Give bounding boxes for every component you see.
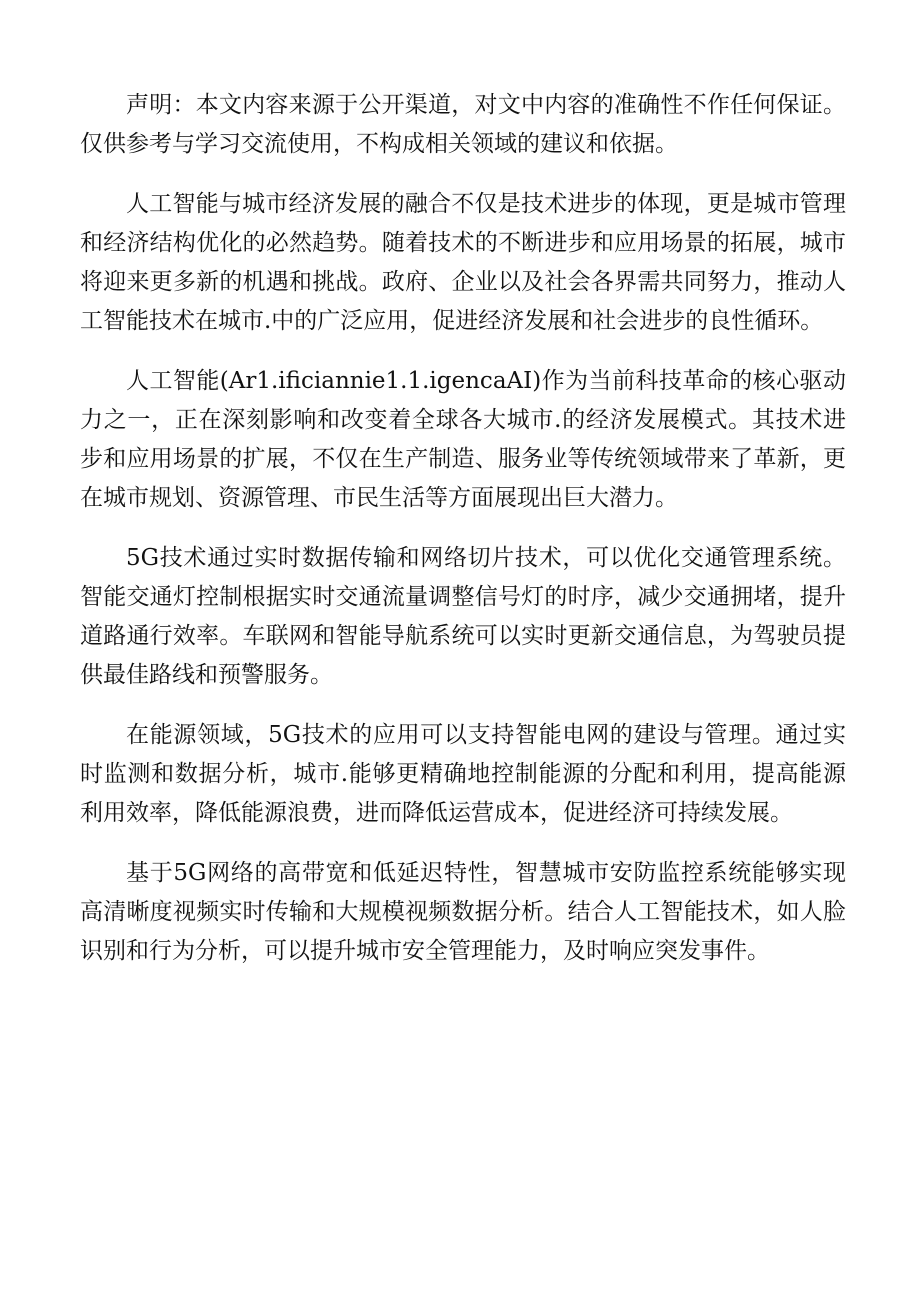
body-paragraph: 基于5G网络的高带宽和低延迟特性，智慧城市安防监控系统能够实现高清晰度视频实时传输和大规模视频数据分析。结合人工智能技术，如人脸识别和行为分析，可以提升城市安全管理能力，及时响应突发事件。 (80, 860, 846, 964)
body-paragraph: 在能源领域，5G技术的应用可以支持智能电网的建设与管理。通过实时监测和数据分析，城市.能够更精确地控制能源的分配和利用，提高能源利用效率，降低能源浪费，进而降低运营成本，促进经济可持续发展。 (80, 722, 846, 826)
document-body (80, 86, 846, 992)
disclaimer-paragraph: 声明：本文内容来源于公开渠道，对文中内容的准确性不作任何保证。仅供参考与学习交流使用，不构成相关领域的建议和依据。 (80, 92, 846, 157)
body-paragraph: 人工智能(Ar1.ificiannie1.1.igencaAI)作为当前科技革命的核心驱动力之一，正在深刻影响和改变着全球各大城市.的经济发展模式。其技术进步和应用场景的扩展，不仅在生产制造、服务业等传统领域带来了革新，更在城市规划、资源管理、市民生活等方面展现出巨大潜力。 (80, 368, 846, 511)
body-paragraph: 5G技术通过实时数据传输和网络切片技术，可以优化交通管理系统。智能交通灯控制根据实时交通流量调整信号灯的时序，减少交通拥堵，提升道路通行效率。车联网和智能导航系统可以实时更新交通信息，为驾驶员提供最佳路线和预警服务。 (80, 545, 846, 688)
body-paragraph: 人工智能与城市经济发展的融合不仅是技术进步的体现，更是城市管理和经济结构优化的必然趋势。随着技术的不断进步和应用场景的拓展，城市将迎来更多新的机遇和挑战。政府、企业以及社会各界需共同努力，推动人工智能技术在城市.中的广泛应用，促进经济发展和社会进步的良性循环。 (80, 191, 846, 334)
